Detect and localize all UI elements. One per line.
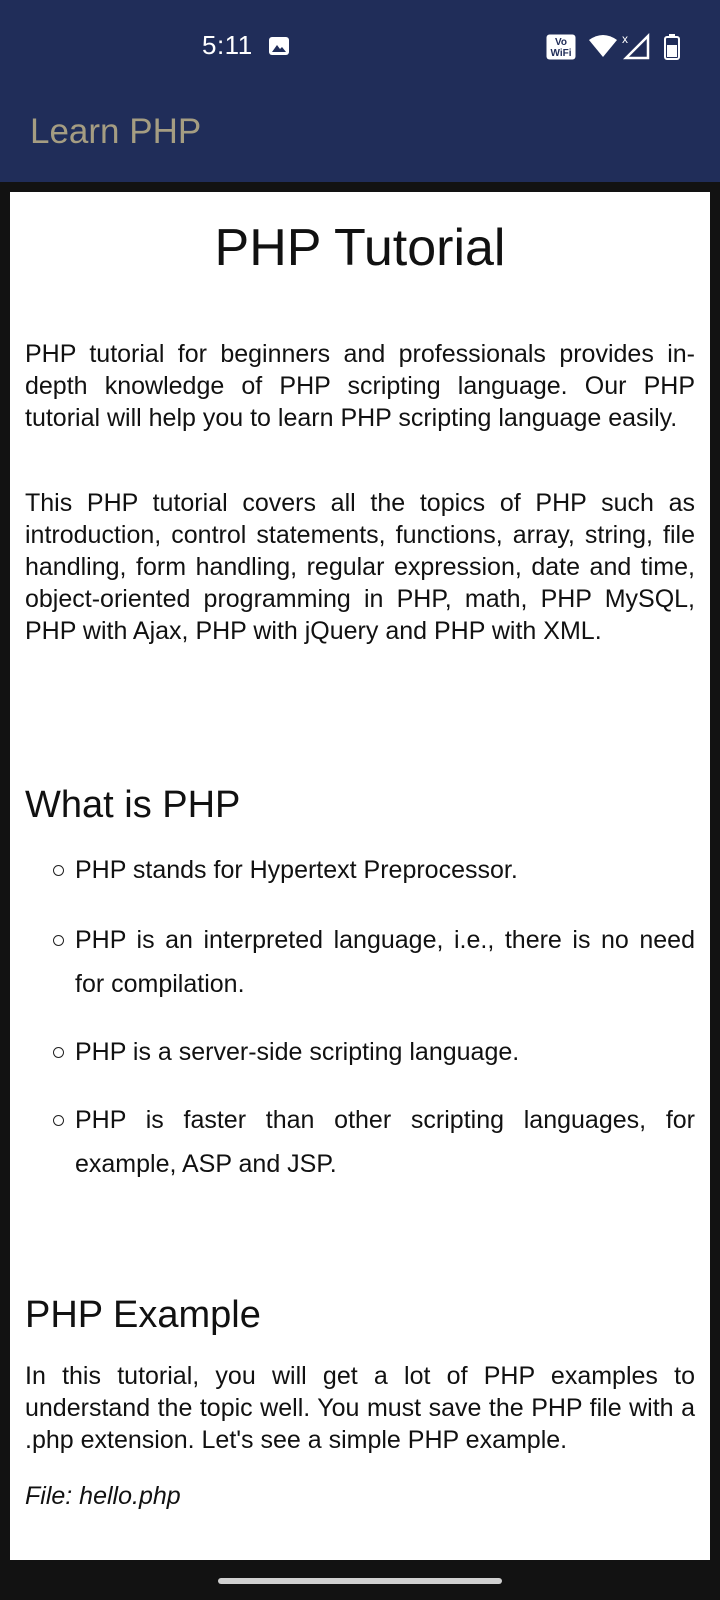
list-item-text: PHP is an interpreted language, i.e., there is no need for compilation. <box>75 926 695 998</box>
example-paragraph: In this tutorial, you will get a lot of PHP examples to understand the topic well. You must save the PHP file with a .php extension. Let's see a simple PHP example. <box>25 1362 695 1454</box>
list-item <box>75 1098 695 1186</box>
status-time: 5:11 <box>202 30 253 60</box>
svg-text:x: x <box>622 32 628 46</box>
list-item-text: PHP is faster than other scripting languages, for example, ASP and JSP. <box>75 1106 695 1178</box>
page-title: PHP Tutorial <box>214 219 506 277</box>
app-bar <box>0 96 720 182</box>
bullet-icon <box>53 935 64 946</box>
bullet-icon <box>53 865 64 876</box>
file-label: File: hello.php <box>25 1482 181 1510</box>
wifi-icon <box>588 34 618 63</box>
what-is-php-heading: What is PHP <box>25 784 241 826</box>
signal-icon <box>622 32 652 65</box>
list-item <box>75 848 695 892</box>
svg-text:Vo: Vo <box>554 37 568 48</box>
gallery-icon <box>268 36 290 61</box>
bullet-icon <box>53 1047 64 1058</box>
article-content[interactable] <box>10 192 710 1560</box>
list-item-text: PHP stands for Hypertext Preprocessor. <box>75 856 518 884</box>
intro-paragraph-2: This PHP tutorial covers all the topics of PHP such as introduction, control statements, functions, array, string, file handling, form handling, regular expression, date and time, object-oriented programming in PHP, math, PHP MySQL, PHP with Ajax, PHP with jQuery and PHP with XML. <box>25 489 695 645</box>
list-item <box>75 918 695 1006</box>
php-example-heading: PHP Example <box>25 1294 261 1336</box>
list-item-text: PHP is a server-side scripting language. <box>75 1038 520 1066</box>
battery-icon <box>664 34 680 65</box>
svg-text:WiFi: WiFi <box>550 48 572 59</box>
vowifi-icon <box>546 34 576 65</box>
gesture-handle[interactable] <box>218 1578 502 1584</box>
bullet-icon <box>53 1115 64 1126</box>
intro-paragraph-1: PHP tutorial for beginners and professionals provides in-depth knowledge of PHP scripting language. Our PHP tutorial will help you to learn PHP scripting language easily. <box>25 340 695 432</box>
status-bar <box>0 0 720 96</box>
navigation-bar <box>0 1560 720 1600</box>
app-title: Learn PHP <box>30 112 202 151</box>
list-item <box>75 1030 695 1074</box>
